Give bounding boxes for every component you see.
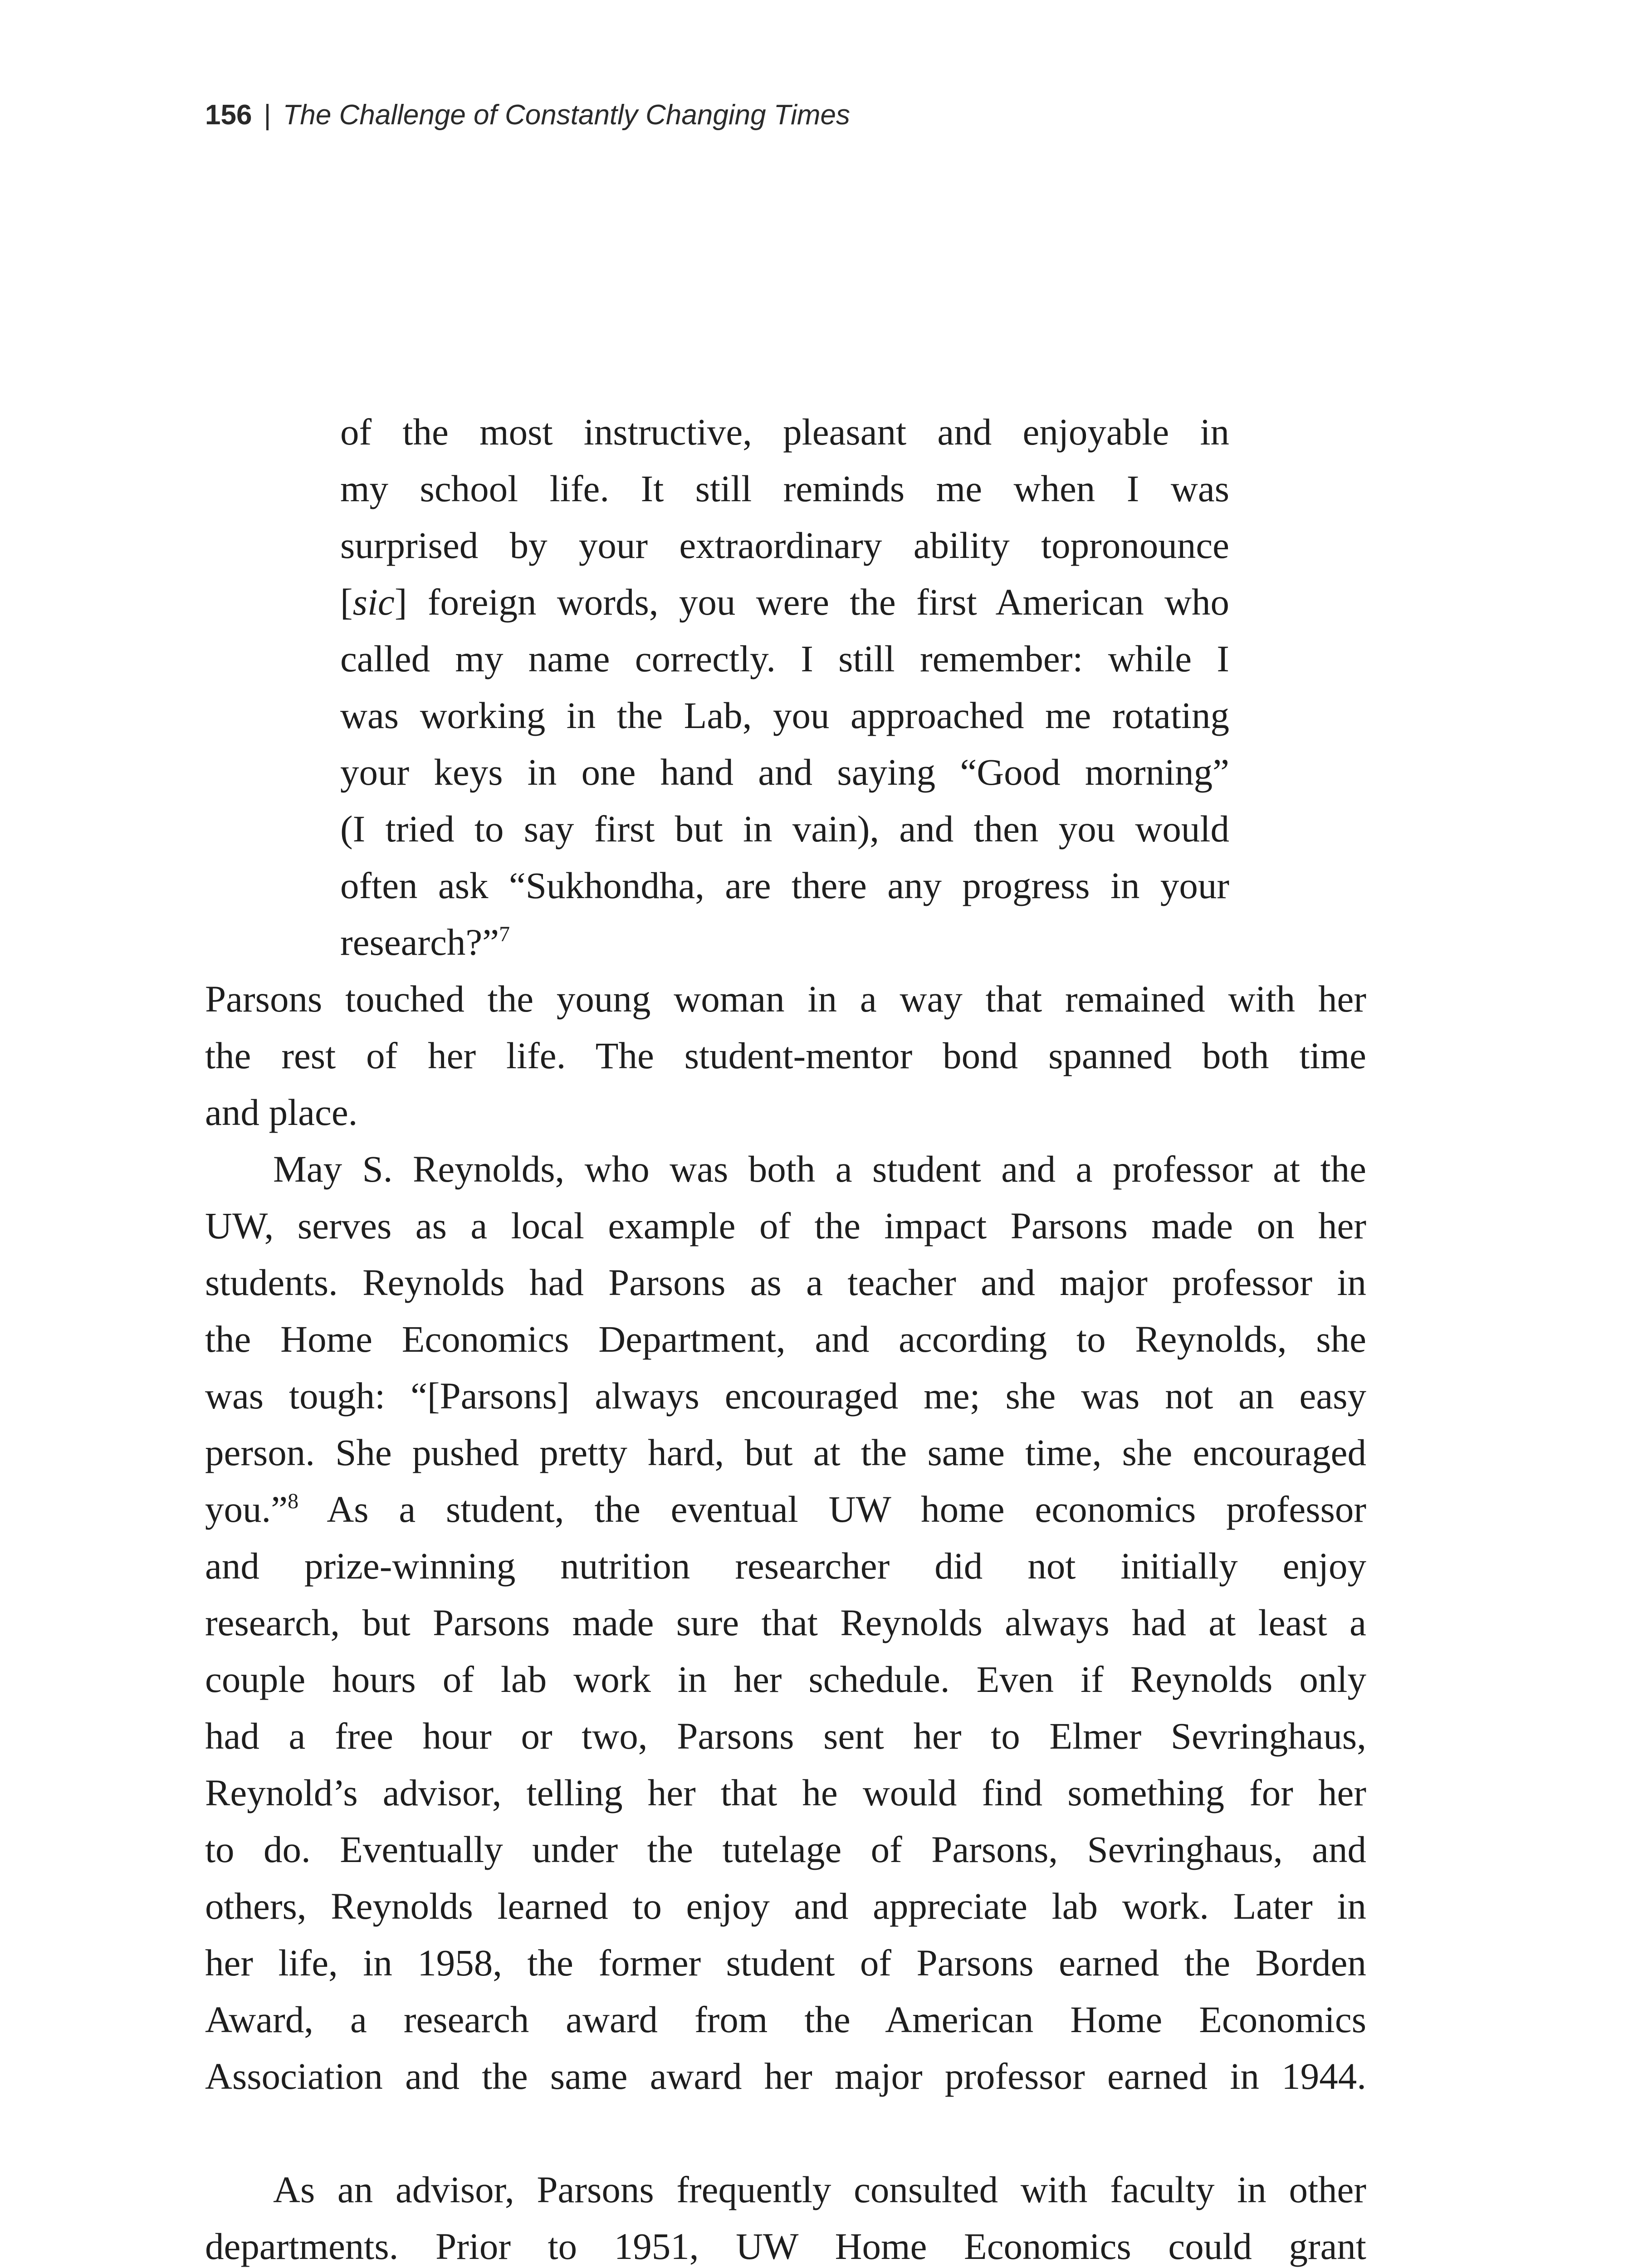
quote-line: was working in the Lab, you approached me rotating — [340, 694, 1229, 736]
body-line: As an advisor, Parsons frequently consulted with faculty in other — [273, 2169, 1366, 2210]
body-line: had a free hour or two, Parsons sent her to Elmer Sevringhaus, — [205, 1715, 1366, 1757]
body-line: May S. Reynolds, who was both a student and a professor at the — [273, 1148, 1366, 1190]
body-line — [205, 2105, 1366, 2161]
footnote-ref-8: 8 — [288, 1489, 299, 1513]
quote-line: my school life. It still reminds me when I was — [340, 468, 1229, 509]
body-line-with-footnote — [205, 1481, 1366, 1538]
body-line: Parsons touched the young woman in a way that remained with her — [205, 978, 1366, 1020]
body-line: the Home Economics Department, and according to Reynolds, she — [205, 1318, 1366, 1360]
body-line: to do. Eventually under the tutelage of Parsons, Sevringhaus, and — [205, 1828, 1366, 1870]
paragraph-1 — [205, 971, 1366, 1141]
quote-line: your keys in one hand and saying “Good morning” — [340, 751, 1229, 793]
quote-line: often ask “Sukhondha, are there any progress in your — [340, 865, 1229, 906]
body-line-text: you.” — [205, 1488, 288, 1530]
footnote-ref-7: 7 — [499, 922, 510, 946]
body-line: and prize-winning nutrition researcher did not initially enjoy — [205, 1545, 1366, 1587]
body-line: Association and the same award her major professor earned in 1944. — [205, 2055, 1366, 2097]
sic-bracket-close: ] — [394, 581, 407, 623]
paragraph-3 — [205, 2161, 1366, 2268]
running-title: The Challenge of Constantly Changing Times — [283, 99, 851, 131]
body-line: the rest of her life. The student-mentor bond spanned both time — [205, 1035, 1366, 1076]
body-line-text: As a student, the eventual UW home economics professor — [327, 1488, 1367, 1530]
sic-bracket-open: [ — [340, 581, 353, 623]
body-text — [205, 971, 1366, 2268]
quote-line-text: research?” — [340, 921, 499, 963]
quote-line: called my name correctly. I still remember: while I — [340, 638, 1229, 679]
quote-line: (I tried to say first but in vain), and then you would — [340, 808, 1229, 850]
sic-notation: sic — [352, 581, 395, 623]
quote-line-text: foreign words, you were the first American who — [427, 581, 1230, 623]
body-line: research, but Parsons made sure that Reynolds always had at least a — [205, 1602, 1366, 1643]
body-line: students. Reynolds had Parsons as a teacher and major professor in — [205, 1261, 1366, 1303]
quote-line: of the most instructive, pleasant and enjoyable in — [340, 411, 1229, 453]
body-line: Award, a research award from the American Home Economics — [205, 1999, 1366, 2040]
quote-line-with-sic — [340, 574, 1229, 631]
quote-line: surprised by your extraordinary ability topronounce — [340, 524, 1229, 566]
body-line: couple hours of lab work in her schedule. Even if Reynolds only — [205, 1658, 1366, 1700]
body-line: and place. — [205, 1091, 358, 1133]
body-line: UW, serves as a local example of the impact Parsons made on her — [205, 1205, 1366, 1246]
page-number: 156 — [205, 99, 252, 131]
body-line: was tough: “[Parsons] always encouraged me; she was not an easy — [205, 1375, 1366, 1417]
body-line: her life, in 1958, the former student of Parsons earned the Borden — [205, 1942, 1366, 1984]
body-line: Reynold’s advisor, telling her that he would find something for her — [205, 1772, 1366, 1813]
header-separator: | — [264, 99, 271, 131]
body-line: person. She pushed pretty hard, but at the same time, she encouraged — [205, 1432, 1366, 1473]
body-line: departments. Prior to 1951, UW Home Economics could grant — [205, 2225, 1366, 2267]
block-quotation — [340, 404, 1229, 971]
paragraph-2 — [205, 1141, 1366, 2161]
body-line: others, Reynolds learned to enjoy and appreciate lab work. Later in — [205, 1885, 1366, 1927]
running-header — [205, 97, 850, 133]
quote-line-last — [340, 914, 1229, 971]
